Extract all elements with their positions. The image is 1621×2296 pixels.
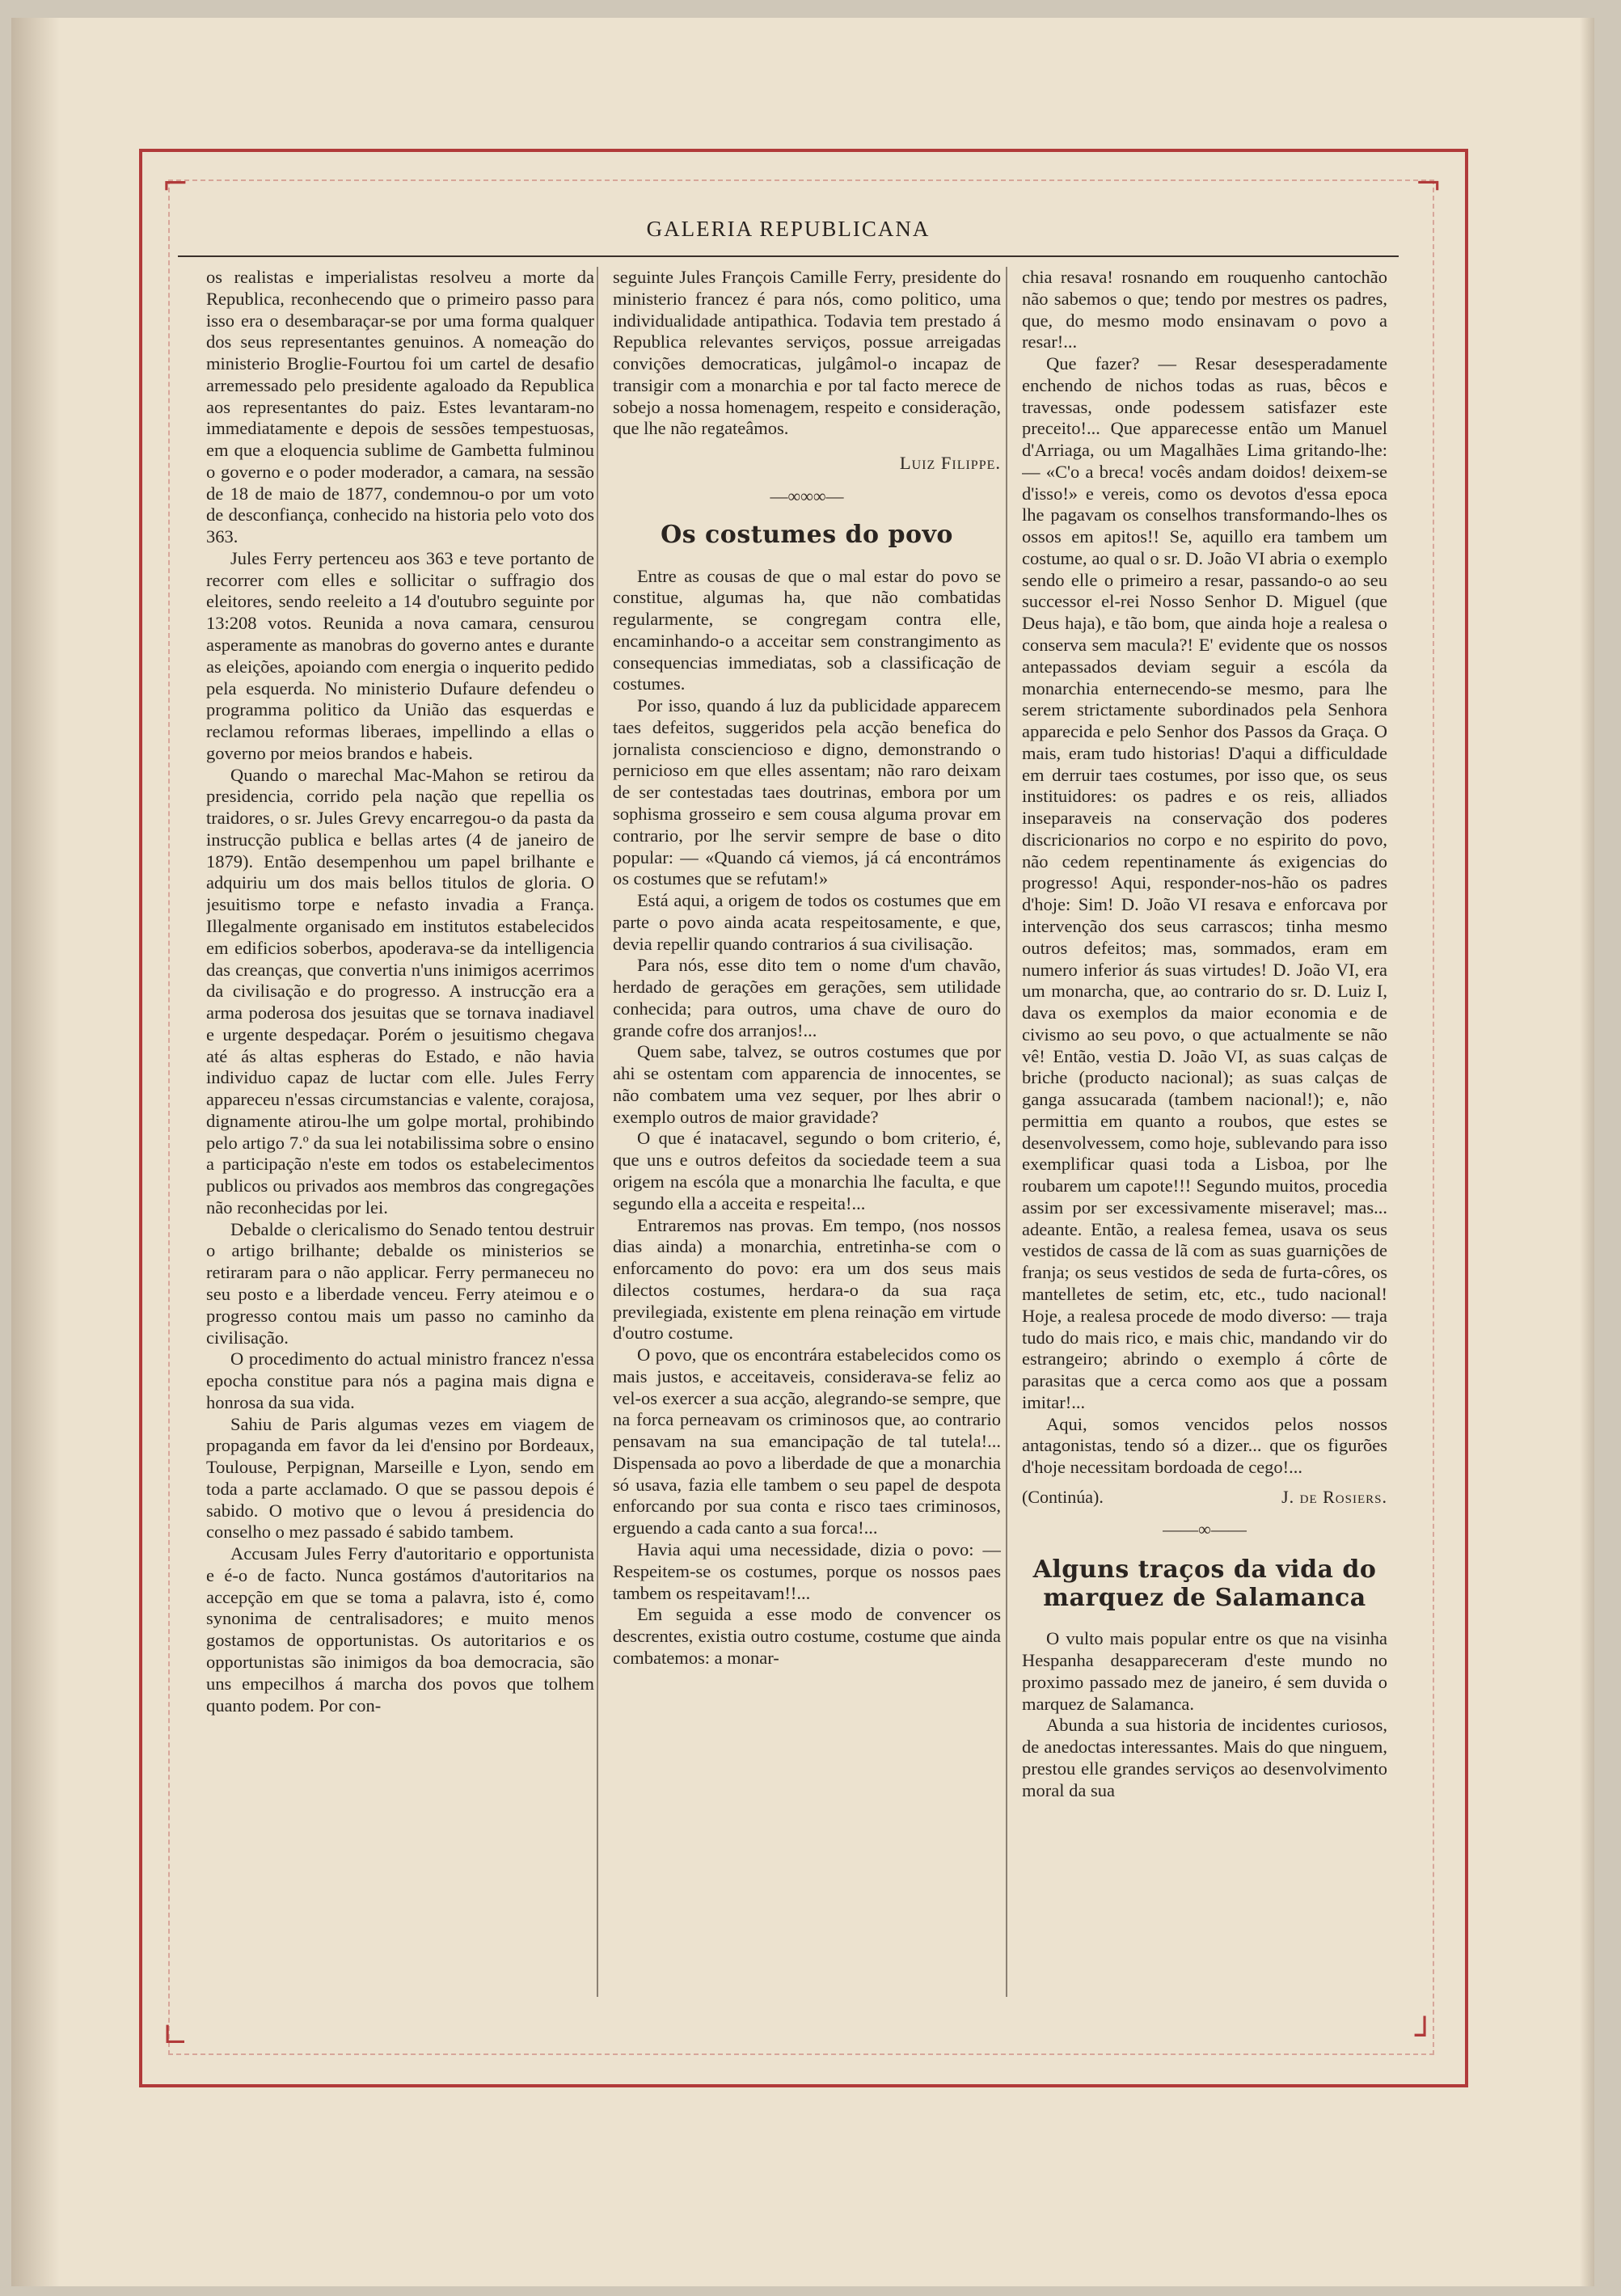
page-header-title: GALERIA REPUBLICANA: [646, 217, 931, 241]
paragraph: Quem sabe, talvez, se outros costumes que por ahi se ostentam com apparencia de innocentes, se não combatem uma vez sequer, por lhes abrir o exemplo outros de maior gravidade?: [613, 1041, 1001, 1127]
column-3: [1022, 267, 1387, 1997]
paragraph: Debalde o clericalismo do Senado tentou destruir o artigo brilhante; debalde os ministerios se retiraram para o não applicar. Ferry permaneceu no seu posto e a liberdade venceu. Ferry ateimou e o progresso contou mais um passo no caminho da civilisação.: [206, 1218, 594, 1348]
paragraph: Abunda a sua historia de incidentes curiosos, de anedoctas interessantes. Mais do que ninguem, prestou elle grandes serviços ao desenvolvimento moral da sua: [1022, 1715, 1387, 1800]
paragraph: chia resava! rosnando em rouquenho cantochão não sabemos o que; tendo por mestres os padres, que, do mesmo modo ensinavam o povo a resar!...: [1022, 267, 1387, 352]
author-signature: Luiz Filippe.: [899, 453, 1001, 474]
column-2: [613, 267, 1001, 1997]
corner-ornament-bottom-left: ∟: [162, 2017, 189, 2054]
article-title: Os costumes do povo: [661, 521, 953, 550]
binding-shadow: [11, 18, 60, 2286]
continued-note: (Continúa).: [1022, 1486, 1104, 1507]
paragraph: Para nós, esse dito tem o nome d'um chavão, herdado de gerações em gerações, sem utilidade conhecida; para outros, uma chave de ouro do grande cofre dos arranjos!...: [613, 955, 1001, 1040]
paragraph: Accusam Jules Ferry d'autoritario e opportunista e é-o de facto. Nunca gostámos d'autoritarios na accepção em que se toma a palavra, isto é, como synonima de centralisadores; e muito menos gostamos de opportunistas. Os autoritarios e os opportunistas são inimigos da boa democracia, são uns empecilhos á marcha dos povos que tolhem quanto podem. Por con-: [206, 1543, 594, 1716]
section-divider-ornament: ——∞——: [1163, 1519, 1247, 1540]
page-edge-shadow: [1580, 18, 1594, 2286]
section-divider-ornament: —∞∞∞—: [770, 485, 844, 506]
paragraph: Por isso, quando á luz da publicidade apparecem taes defeitos, suggeridos pela acção benefica do jornalista consciencioso e digno, demonstrando o pernicioso em que elles assentam; não raro deixam de ser contestadas taes doutrinas, embora por um sophisma grosseiro e sem cousa alguma provar em contrario, por lhe servir sempre de base o dito popular: — «Quando cá viemos, já cá encontrámos os costumes que se refutam!»: [613, 695, 1001, 889]
corner-ornament-bottom-right: ┘: [1415, 2017, 1435, 2054]
article-title: Alguns traços da vida do marquez de Salamanca: [1032, 1555, 1377, 1612]
paragraph: Entre as cousas de que o mal estar do povo se constitue, algumas ha, que não combatidas regularmente, se congregam contra elle, encaminhando-o a acceitar sem constrangimento as consequencias immediatas, sob a classificação de costumes.: [613, 565, 1001, 694]
column-rule-2: [1006, 267, 1007, 1997]
paragraph: O povo, que os encontrára estabelecidos como os mais justos, e acceitaveis, considerava-se feliz ao vel-os exercer a sua acção, alegrando-se sempre, que na forca perneavam os criminosos que, ao contrario pensavam na sua emancipação de tal tutela!... Dispensada ao povo a liberdade de que a monarchia só usava, fazia elle tambem o seu papel de despota enforcando por sua conta e risco taes criminosos, erguendo a cada canto a sua forca!...: [613, 1344, 1001, 1538]
paragraph: O que é inatacavel, segundo o bom criterio, é, que uns e outros defeitos da sociedade teem a sua origem na escóla que a monarchia lhe faculta, e que segundo ella a acceita e respeita!...: [613, 1128, 1001, 1213]
paragraph: os realistas e imperialistas resolveu a morte da Republica, reconhecendo que o primeiro passo para isso era o desembaraçar-se por uma forma qualquer dos seus representantes genuinos. A nomeação do ministerio Broglie-Fourtou foi um cartel de desafio arremessado pelo presidente agaloado da Republica aos representantes do paiz. Estes levantaram-no immediatamente e depois de sessões tempestuosas, em que a eloquencia sublime de Gambetta fulminou o governo e o poder moderador, a camara, na sessão de 18 de maio de 1877, condemnou-o por um voto de desconfiança, conhecido na historia pelo voto dos 363.: [206, 267, 594, 547]
paragraph: O procedimento do actual ministro francez n'essa epocha constitue para nós a pagina mais digna e honrosa da sua vida.: [206, 1348, 594, 1412]
corner-ornament-top-right: ¬: [1415, 166, 1442, 203]
paragraph: Quando o marechal Mac-Mahon se retirou da presidencia, corrido pela nação que repellia os traidores, o sr. Jules Grevy encarregou-o da pasta da instrucção publica e bellas artes (4 de janeiro de 1879). Então desempenhou um papel brilhante e adquiriu um dos mais bellos titulos de gloria. O jesuitismo torpe e nefasto invadia a França. Illegalmente organisado em institutos estabelecidos em edificios soberbos, apoderava-se da intelligencia das creanças, que convertia n'uns inimigos acerrimos da civilisação e do progresso. A instrucção era a arma poderosa dos jesuitas que se tornava inadiavel e urgente despedaçar. Porém o jesuitismo chegava até ás altas espheras do Estado, e não havia individuo capaz de luctar com elle. Jules Ferry appareceu n'essas circumstancias e valente, corajosa, dignamente atirou-lhe um golpe mortal, prohibindo pelo artigo 7.º da sua lei notabilissima sobre o ensino a participação n'este em todos os estabelecimentos publicos ou privados aos membros das congregações não reconhecidas por lei.: [206, 764, 594, 1218]
paragraph: seguinte Jules François Camille Ferry, presidente do ministerio francez é para nós, como politico, uma individualidade antipathica. Todavia tem prestado á Republica relevantes serviços, possue arreigadas convições democraticas, julgâmol-o incapaz de transigir com a monarchia e por tal facto merece de sobejo a nossa homenagem, respeito e consideração, que lhe não regateâmos.: [613, 267, 1001, 439]
paragraph: Aqui, somos vencidos pelos nossos antagonistas, tendo só a dizer... que os figurões d'hoje necessitam bordoada de cego!...: [1022, 1413, 1387, 1478]
header-rule: [178, 255, 1399, 257]
paragraph: Entraremos nas provas. Em tempo, (nos nossos dias ainda) a monarchia, entretinha-se com o enforcamento do povo: era um dos seus mais dilectos costumes, herdara-o da sua raça previlegiada, existente em plena reinação em virtude d'outro costume.: [613, 1214, 1001, 1344]
corner-ornament-top-left: ⌐: [162, 166, 189, 203]
paragraph: Que fazer? — Resar desesperadamente enchendo de nichos todas as ruas, bêcos e travessas, onde podessem satisfazer este preceito!... Que apparecesse então um Manuel d'Arriaga, ou um Magalhães Lima gritando-lhe: — «C'o a breca! vocês andam doidos! deixem-se d'isso!» e vereis, como os devotos d'essa epoca lhe pagavam os conselhos transformando-lhes os ossos em apitos!! Se, aquillo era tambem um costume, ao qual o sr. D. João VI abria o exemplo sendo elle o primeiro a resar, passando-o ao seu successor el-rei Nosso Senhor D. Miguel (que Deus haja), e tão bom, que ainda hoje a realesa o conserva sem macula?! E' evidente que os nossos antepassados deviam seguir a escóla da monarchia enternecendo-se mesmo, para lhe serem strictamente subordinados pela Senhora apparecida e pelo Senhor dos Passos da Graça. O mais, eram tudo historias! D'aqui a difficuldade em derruir taes costumes, por isso que, os seus instituidores: os padres e os reis, alliados inseparaveis na conservação dos poderes discricionarios no corpo e no espirito do povo, não cedem repentinamente ás exigencias do progresso! Aqui, responder-nos-hão os padres d'hoje: Sim! D. João VI resava e enforcava por intervenção dos seus carrascos; tinha mesmo outros defeitos; mas, sommados, eram em numero inferior ás suas virtudes! D. João VI, era um monarcha, que, ao contrario do sr. D. Luiz I, dava os exemplos da maior economia e de civismo ao seu povo, o que actualmente se não vê! Então, vestia D. João VI, as suas calças de briche (producto nacional); as suas calças de ganga assucarada (tambem nacional!); e, não permittia em quanto a roubos, que estes se desenvolvessem, como hoje, sublevando para isso exemplificar quasi toda a Lisboa, por lhe roubarem um capote!!! Segundo muitos, procedia assim por ser excessivamente miseravel; mas... adeante. Então, a realesa femea, usava os seus vestidos de cassa de lã com as suas guarnições de franja; os seus vestidos de seda de furta-côres, os mantelletes de setim, etc, etc., tudo nacional! Hoje, a realesa procede de modo diverso: — traja tudo do mais rico, e mais chic, mandando vir do estrangeiro; abrindo o exemplo á côrte de parasitas que a cerca como aos que a possam imitar!...: [1022, 353, 1387, 1412]
paragraph: Está aqui, a origem de todos os costumes que em parte o povo ainda acata respeitosamente, e que, devia repellir quando contrarios á sua civilisação.: [613, 890, 1001, 954]
paragraph: Jules Ferry pertenceu aos 363 e teve portanto de recorrer com elles e sollicitar o suffragio dos eleitores, sendo reeleito a 14 d'outubro seguinte por 13:208 votos. Reunida a nova camara, censurou asperamente as manobras do governo antes e durante as eleições, apoiando com energia o inquerito pedido pela esquerda. No ministerio Dufaure defendeu o programma politico da União das esquerdas e reclamou reformas liberaes, impellindo a ellas o governo por meios brandos e habeis.: [206, 547, 594, 763]
paragraph: O vulto mais popular entre os que na visinha Hespanha desappareceram d'este mundo no proximo passado mez de janeiro, é sem duvida o marquez de Salamanca.: [1022, 1628, 1387, 1714]
paragraph: Em seguida a esse modo de convencer os descrentes, existia outro costume, costume que ainda combatemos: a monar-: [613, 1604, 1001, 1668]
column-rule-1: [597, 267, 598, 1997]
column-1: [206, 267, 594, 1997]
paragraph: Havia aqui uma necessidade, dizia o povo: — Respeitem-se os costumes, porque os nossos paes tambem os respeitavam!!...: [613, 1539, 1001, 1603]
paragraph: Sahiu de Paris algumas vezes em viagem de propaganda em favor da lei d'ensino por Bordeaux, Toulouse, Perpignan, Marseille e Lyon, sendo em toda a parte acclamado. O que se passou depois é sabido. O motivo que o levou á presidencia do conselho o mez passado é sabido tambem.: [206, 1413, 594, 1543]
author-signature: J. de Rosiers.: [1281, 1486, 1387, 1507]
article-byline: [1022, 1487, 1387, 1508]
